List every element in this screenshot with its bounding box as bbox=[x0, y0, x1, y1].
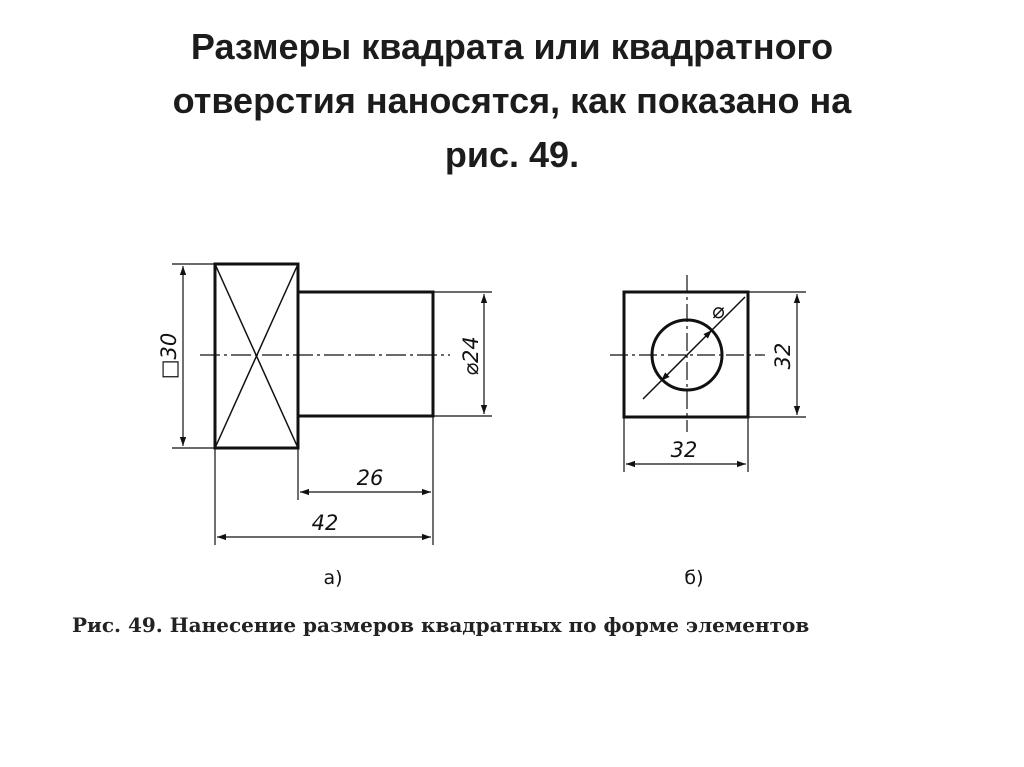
panel-b-label: б) bbox=[684, 567, 704, 589]
title-line-2: отверстия наносятся, как показано на bbox=[172, 80, 852, 121]
cylinder-shaft bbox=[298, 292, 433, 416]
title-line-1: Размеры квадрата или квадратного bbox=[190, 26, 834, 67]
dim-text-width-32: 32 bbox=[670, 438, 698, 462]
title-line-3: рис. 49. bbox=[444, 134, 580, 175]
panel-b-drawing bbox=[610, 275, 806, 472]
dim-text-26: 26 bbox=[356, 466, 384, 490]
panel-a-drawing bbox=[172, 264, 492, 545]
dim-text-diameter-symbol: ⌀ bbox=[711, 299, 725, 323]
dim-text-diameter-24: ⌀24 bbox=[459, 336, 483, 376]
dim-text-square-30: □30 bbox=[157, 332, 181, 380]
dim-text-42: 42 bbox=[311, 511, 339, 535]
dim-text-height-32: 32 bbox=[771, 342, 795, 370]
diameter-leader bbox=[643, 297, 745, 399]
panel-a-label: а) bbox=[323, 567, 343, 589]
figure-caption: Рис. 49. Нанесение размеров квадратных по форме элементов bbox=[72, 613, 810, 637]
